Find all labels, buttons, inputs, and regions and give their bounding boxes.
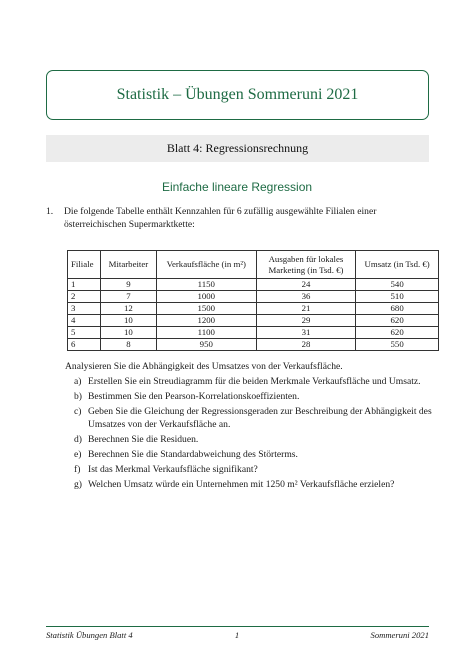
header-verkaufsflaeche: Verkaufsfläche (in m²) [156, 251, 256, 279]
table-cell: 28 [256, 339, 356, 351]
task-number: 1. [46, 206, 54, 217]
table-cell: 24 [256, 279, 356, 291]
subtask-c [67, 406, 439, 431]
table-cell: 10 [100, 327, 156, 339]
header-umsatz: Umsatz (in Tsd. €) [356, 251, 439, 279]
document-title: Statistik – Übungen Sommeruni 2021 [116, 86, 359, 103]
table-cell: 620 [356, 327, 439, 339]
table-cell: 5 [68, 327, 101, 339]
table-cell: 540 [356, 279, 439, 291]
table-cell: 12 [100, 303, 156, 315]
table-cell: 620 [356, 315, 439, 327]
subtask-b [67, 391, 439, 404]
footer-right: Sommeruni 2021 [370, 630, 429, 640]
table-row [68, 291, 439, 303]
table-cell: 31 [256, 327, 356, 339]
table-cell: 8 [100, 339, 156, 351]
table-row [68, 279, 439, 291]
table-cell: 1500 [156, 303, 256, 315]
table-cell: 7 [100, 291, 156, 303]
subtask-text: Geben Sie die Gleichung der Regressionsgeraden zur Beschreibung der Abhängigkeit des Umsatzes von der Verkaufsfläche an. [88, 406, 432, 430]
page-number: 1 [234, 630, 240, 640]
table-cell: 1100 [156, 327, 256, 339]
table-cell: 550 [356, 339, 439, 351]
subtask-a [67, 376, 439, 389]
header-filiale: Filiale [68, 251, 101, 279]
title-box [46, 70, 429, 120]
subtask-label: f) [74, 463, 81, 475]
subtask-list [67, 376, 439, 494]
table-cell: 3 [68, 303, 101, 315]
subtask-text: Berechnen Sie die Residuen. [88, 433, 199, 445]
subtask-f [67, 464, 439, 477]
table-cell: 21 [256, 303, 356, 315]
table-cell: 4 [68, 315, 101, 327]
footer-left: Statistik Übungen Blatt 4 [46, 630, 133, 640]
table-row [68, 339, 439, 351]
table-cell: 1000 [156, 291, 256, 303]
table-cell: 9 [100, 279, 156, 291]
table-row [68, 315, 439, 327]
subtask-g [67, 479, 439, 492]
table-cell: 1150 [156, 279, 256, 291]
subtask-label: a) [74, 376, 82, 387]
data-table [67, 250, 439, 351]
footer-divider [46, 626, 429, 627]
section-title: Einfache lineare Regression [161, 180, 313, 194]
header-marketing: Ausgaben für lokales Marketing (in Tsd. €) [256, 251, 356, 279]
table-cell: 1200 [156, 315, 256, 327]
subtask-text: Ist das Merkmal Verkaufsfläche signifikant? [88, 463, 258, 475]
table-cell: 2 [68, 291, 101, 303]
table-cell: 29 [256, 315, 356, 327]
header-mitarbeiter: Mitarbeiter [100, 251, 156, 279]
subtask-label: g) [74, 479, 82, 491]
subtask-text: Erstellen Sie ein Streudiagramm für die beiden Merkmale Verkaufsfläche und Umsatz. [88, 376, 421, 387]
subtask-label: e) [74, 448, 82, 460]
subtask-e [67, 449, 439, 462]
table-cell: 950 [156, 339, 256, 351]
table-cell: 36 [256, 291, 356, 303]
table-cell: 680 [356, 303, 439, 315]
subtask-text: Welchen Umsatz würde ein Unternehmen mit 1250 m² Verkaufsfläche erzielen? [88, 479, 395, 491]
subtask-label: c) [74, 406, 82, 418]
table-row [68, 303, 439, 315]
table-row [68, 327, 439, 339]
subtask-label: b) [74, 391, 82, 403]
subtask-text: Bestimmen Sie den Pearson-Korrelationskoeffizienten. [88, 391, 300, 403]
table-cell: 10 [100, 315, 156, 327]
analyse-instruction: Analysieren Sie die Abhängigkeit des Umsatzes von der Verkaufsfläche. [65, 361, 343, 372]
subtask-d [67, 434, 439, 447]
table-cell: 6 [68, 339, 101, 351]
table-cell: 1 [68, 279, 101, 291]
sheet-bar [46, 135, 429, 162]
task-intro-text: Die folgende Tabelle enthält Kennzahlen für 6 zufällig ausgewählte Filialen einer österreichischen Supermarktkette: [64, 206, 377, 230]
table-cell: 510 [356, 291, 439, 303]
table-header-row [68, 251, 439, 279]
sheet-title: Blatt 4: Regressionsrechnung [166, 141, 309, 155]
subtask-label: d) [74, 433, 82, 445]
subtask-text: Berechnen Sie die Standardabweichung des Störterms. [88, 448, 298, 460]
